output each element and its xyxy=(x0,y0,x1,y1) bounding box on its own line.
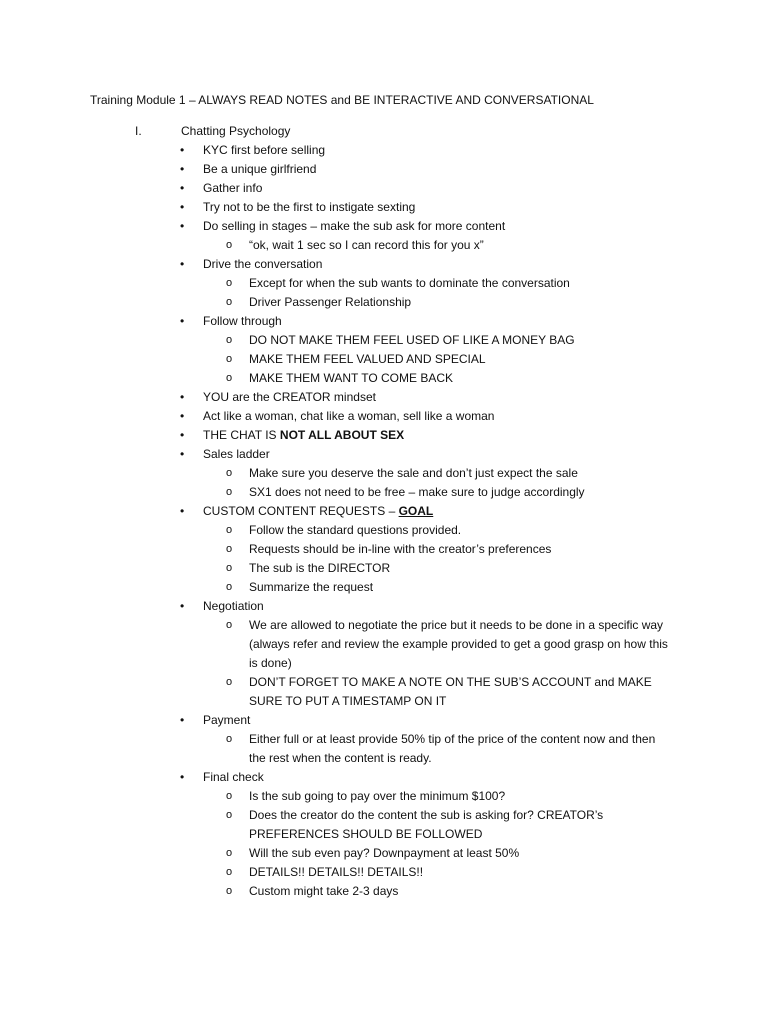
sub-bullet-item: o Except for when the sub wants to dominate the conversation xyxy=(226,274,674,293)
bullet-item xyxy=(180,711,674,768)
sub-bullet-item: o MAKE THEM WANT TO COME BACK xyxy=(226,369,674,388)
bullet-text-bold-underlined xyxy=(399,504,434,518)
bullet-text: Try not to be the first to instigate sexting xyxy=(203,200,416,214)
sub-bullet-list xyxy=(226,464,674,502)
section-number: I. xyxy=(135,124,142,138)
bullet-text: Sales ladder xyxy=(203,447,270,461)
sub-bullet-list xyxy=(226,331,674,388)
bullet-list xyxy=(180,141,674,901)
sub-bullet-item: o “ok, wait 1 sec so I can record this for you x” xyxy=(226,236,674,255)
bullet-item xyxy=(180,426,674,445)
bullet-text: Follow through xyxy=(203,314,282,328)
sub-bullet-item: o MAKE THEM FEEL VALUED AND SPECIAL xyxy=(226,350,674,369)
section-chatting-psychology xyxy=(135,122,674,901)
sub-bullet-item: o SX1 does not need to be free – make sure to judge accordingly xyxy=(226,483,674,502)
sub-bullet-item: o Make sure you deserve the sale and don’t just expect the sale xyxy=(226,464,674,483)
sub-bullet-list xyxy=(226,274,674,312)
sub-bullet-item: o We are allowed to negotiate the price but it needs to be done in a specific way (always refer and review the example provided to get a good grasp on how this is done) xyxy=(226,616,674,673)
bullet-item xyxy=(180,768,674,901)
bullet-item xyxy=(180,407,674,426)
sub-bullet-item: o Follow the standard questions provided. xyxy=(226,521,674,540)
sub-bullet-item: o Requests should be in-line with the creator’s preferences xyxy=(226,540,674,559)
sub-bullet-list xyxy=(226,236,674,255)
sub-bullet-item: o The sub is the DIRECTOR xyxy=(226,559,674,578)
bullet-item xyxy=(180,217,674,255)
bullet-text: Drive the conversation xyxy=(203,257,323,271)
sub-bullet-item: o DO NOT MAKE THEM FEEL USED OF LIKE A MONEY BAG xyxy=(226,331,674,350)
bullet-text: Payment xyxy=(203,713,251,727)
sub-bullet-list xyxy=(226,730,674,768)
bullet-item xyxy=(180,255,674,312)
sub-bullet-item: o Summarize the request xyxy=(226,578,674,597)
document-title: Training Module 1 – ALWAYS READ NOTES and BE INTERACTIVE AND CONVERSATIONAL xyxy=(90,93,594,107)
sub-bullet-item: o Is the sub going to pay over the minimum $100? xyxy=(226,787,674,806)
bullet-item xyxy=(180,160,674,179)
sub-bullet-item: o DON’T FORGET TO MAKE A NOTE ON THE SUB’S ACCOUNT and MAKE SURE TO PUT A TIMESTAMP ON IT xyxy=(226,673,674,711)
sub-bullet-item: o Does the creator do the content the sub is asking for? CREATOR’s PREFERENCES SHOULD BE FOLLOWED xyxy=(226,806,674,844)
bullet-item xyxy=(180,445,674,502)
bullet-text: Act like a woman, chat like a woman, sell like a woman xyxy=(203,409,495,423)
bullet-item xyxy=(180,312,674,388)
goal-label: GOAL xyxy=(398,504,434,518)
bullet-item xyxy=(180,388,674,407)
bullet-text-bold: NOT ALL ABOUT SEX xyxy=(279,428,405,442)
section-heading-row xyxy=(135,122,674,141)
bullet-text: Final check xyxy=(203,770,264,784)
bullet-text: Negotiation xyxy=(203,599,264,613)
sub-bullet-item: o Will the sub even pay? Downpayment at least 50% xyxy=(226,844,674,863)
sub-bullet-item: o Driver Passenger Relationship xyxy=(226,293,674,312)
section-heading: Chatting Psychology xyxy=(181,124,291,138)
sub-bullet-list xyxy=(226,521,674,597)
bullet-text: Gather info xyxy=(203,181,263,195)
bullet-text: Do selling in stages – make the sub ask for more content xyxy=(203,219,506,233)
sub-bullet-item: o DETAILS!! DETAILS!! DETAILS!! xyxy=(226,863,674,882)
bullet-item xyxy=(180,141,674,160)
bullet-text: Be a unique girlfriend xyxy=(203,162,317,176)
bullet-text: THE CHAT IS xyxy=(203,428,280,442)
sub-bullet-list xyxy=(226,616,674,711)
bullet-item xyxy=(180,198,674,217)
bullet-text: YOU are the CREATOR mindset xyxy=(203,390,376,404)
bullet-item xyxy=(180,502,674,597)
bullet-text: CUSTOM CONTENT REQUESTS – xyxy=(203,504,399,518)
bullet-item xyxy=(180,597,674,711)
bullet-item xyxy=(180,179,674,198)
bullet-text: KYC first before selling xyxy=(203,143,326,157)
sub-bullet-item: o Either full or at least provide 50% tip of the price of the content now and then the rest when the content is ready. xyxy=(226,730,674,768)
sub-bullet-list xyxy=(226,787,674,901)
sub-bullet-item: o Custom might take 2-3 days xyxy=(226,882,674,901)
